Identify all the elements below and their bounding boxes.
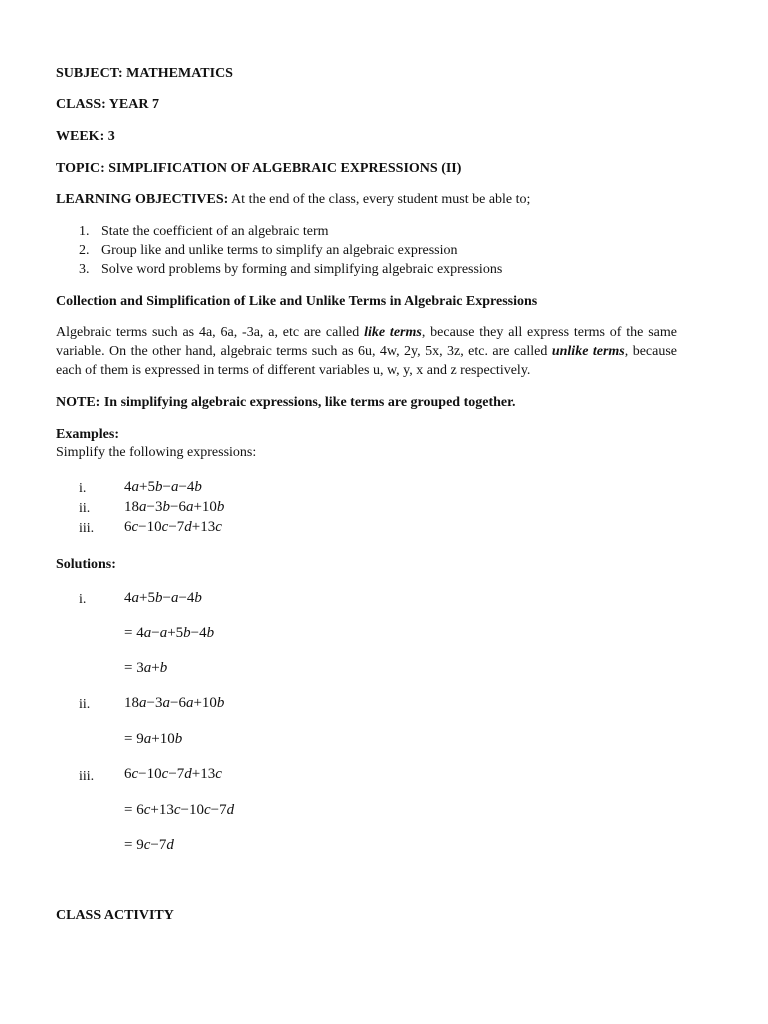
- objectives-line: [56, 190, 530, 209]
- paragraph-text: , because each of them is expressed in terms of different variables u, w, y, x and z respectively.: [56, 344, 677, 378]
- example-number: ii.: [79, 501, 91, 516]
- paragraph-text: Algebraic terms such as 4a, 6a, -3a, a, etc are called: [56, 325, 365, 340]
- solution-number: iii.: [79, 769, 95, 784]
- class-line: CLASS: YEAR 7: [56, 97, 159, 112]
- example-expression: 4a+5b−a−4b: [124, 479, 202, 495]
- topic-line: TOPIC: SIMPLIFICATION OF ALGEBRAIC EXPRESSIONS (II): [56, 161, 462, 176]
- example-number: i.: [79, 481, 87, 496]
- paragraph-text: , because they all express terms of the same variable. On the other hand, algebraic terms such as 6u, 4w, 2y, 5x, 3z, etc. are called: [56, 325, 677, 359]
- objectives-label: LEARNING OBJECTIVES:: [56, 192, 229, 207]
- objective-item: State the coefficient of an algebraic term: [101, 224, 329, 239]
- example-expression: 18a−3b−6a+10b: [124, 499, 225, 515]
- solution-step: = 9a+10b: [124, 731, 183, 747]
- section-heading: Collection and Simplification of Like and Unlike Terms in Algebraic Expressions: [56, 294, 538, 309]
- solution-step: = 4a−a+5b−4b: [124, 625, 215, 641]
- solutions-heading: Solutions:: [56, 557, 116, 572]
- solution-step: 4a+5b−a−4b: [124, 590, 202, 606]
- subject-line: SUBJECT: MATHEMATICS: [56, 66, 233, 81]
- solution-step: = 6c+13c−10c−7d: [124, 802, 235, 818]
- like-terms-emphasis: like terms: [364, 325, 422, 340]
- example-number: iii.: [79, 521, 95, 536]
- solution-step: 18a−3a−6a+10b: [124, 695, 225, 711]
- objective-item: Solve word problems by forming and simplifying algebraic expressions: [101, 262, 503, 277]
- solution-number: ii.: [79, 697, 91, 712]
- example-expression: 6c−10c−7d+13c: [124, 519, 222, 535]
- objectives-intro: At the end of the class, every student must be able to;: [231, 192, 531, 207]
- section-paragraph: [56, 323, 677, 380]
- solution-step: = 9c−7d: [124, 837, 174, 853]
- objective-number: 3.: [79, 262, 90, 277]
- note-line: NOTE: In simplifying algebraic expressions, like terms are grouped together.: [56, 395, 516, 410]
- solution-step: 6c−10c−7d+13c: [124, 766, 222, 782]
- week-line: WEEK: 3: [56, 129, 115, 144]
- class-activity-heading: CLASS ACTIVITY: [56, 908, 174, 923]
- examples-instruction: Simplify the following expressions:: [56, 445, 257, 460]
- objective-item: Group like and unlike terms to simplify an algebraic expression: [101, 243, 458, 258]
- objective-number: 1.: [79, 224, 90, 239]
- examples-heading: Examples:: [56, 427, 119, 442]
- objective-number: 2.: [79, 243, 90, 258]
- solution-step: = 3a+b: [124, 660, 168, 676]
- solution-number: i.: [79, 592, 87, 607]
- unlike-terms-emphasis: unlike terms: [551, 344, 625, 359]
